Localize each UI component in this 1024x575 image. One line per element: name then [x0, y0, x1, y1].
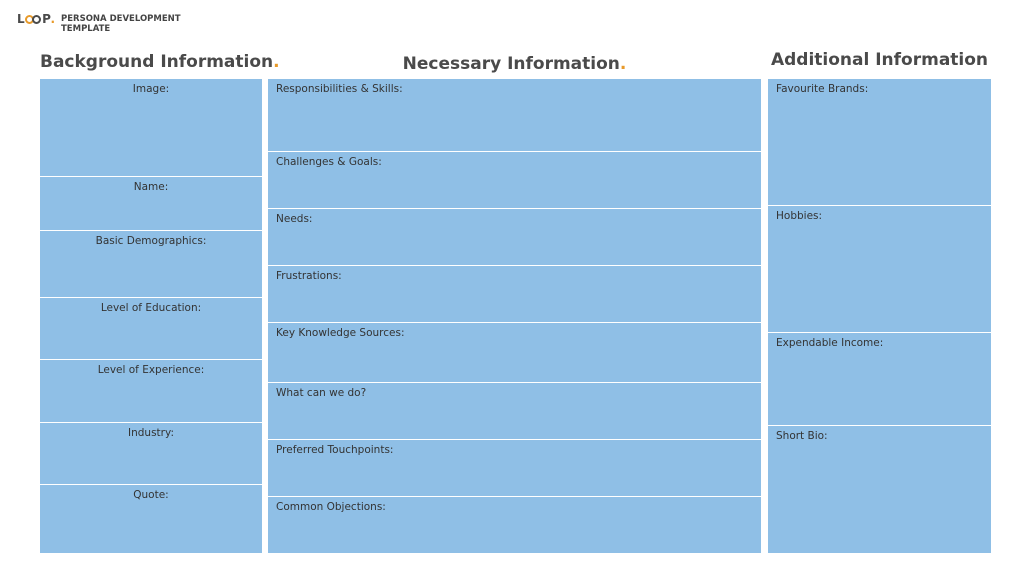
field-label: Expendable Income:: [776, 337, 884, 349]
field-label: What can we do?: [276, 387, 367, 399]
field-label: Preferred Touchpoints:: [276, 444, 394, 456]
heading-additional: [768, 51, 991, 78]
field-hobbies[interactable]: [768, 206, 991, 333]
logo-letter-l: L: [17, 12, 25, 26]
field-label: Needs:: [276, 213, 313, 225]
field-label: Responsibilities & Skills:: [276, 83, 403, 95]
heading-background-text: Background Information: [40, 52, 274, 72]
field-label: Level of Experience:: [97, 364, 205, 376]
heading-necessary-dot: .: [619, 54, 627, 74]
heading-necessary: [268, 54, 761, 74]
field-label: Short Bio:: [776, 430, 828, 442]
field-level-of-experience[interactable]: [40, 360, 262, 423]
field-label: Common Objections:: [276, 501, 386, 513]
field-what-can-we-do[interactable]: [268, 383, 761, 440]
field-label: Favourite Brands:: [776, 83, 869, 95]
loop-logo: [17, 12, 55, 26]
field-label: Industry:: [128, 427, 174, 439]
field-label: Challenges & Goals:: [276, 156, 382, 168]
logo-letter-p: P: [42, 12, 51, 26]
field-label: Frustrations:: [276, 270, 342, 282]
field-label: Quote:: [133, 489, 169, 501]
field-needs[interactable]: [268, 209, 761, 266]
heading-background-dot: .: [273, 52, 280, 72]
field-short-bio[interactable]: [768, 426, 991, 553]
field-common-objections[interactable]: [268, 497, 761, 553]
field-quote[interactable]: [40, 485, 262, 553]
field-basic-demographics[interactable]: [40, 231, 262, 298]
field-label: Key Knowledge Sources:: [276, 327, 405, 339]
logo-dot: .: [50, 12, 55, 26]
field-name[interactable]: [40, 177, 262, 231]
field-industry[interactable]: [40, 423, 262, 485]
logo-o-dark: [32, 15, 41, 24]
necessary-column: [268, 79, 761, 553]
field-key-knowledge-sources[interactable]: [268, 323, 761, 383]
template-label: PERSONA DEVELOPMENT TEMPLATE: [61, 14, 181, 34]
field-label: Hobbies:: [776, 210, 823, 222]
field-label: Image:: [132, 83, 170, 95]
field-level-of-education[interactable]: [40, 298, 262, 360]
heading-necessary-text: Necessary Information: [402, 54, 620, 74]
heading-additional-text: Additional Information: [770, 51, 989, 70]
field-responsibilities-skills[interactable]: [268, 79, 761, 152]
field-label: Basic Demographics:: [95, 235, 207, 247]
background-column: [40, 79, 262, 553]
field-label: Name:: [133, 181, 169, 193]
additional-column: [768, 79, 991, 553]
field-label: Level of Education:: [100, 302, 202, 314]
field-favourite-brands[interactable]: [768, 79, 991, 206]
field-preferred-touchpoints[interactable]: [268, 440, 761, 497]
field-challenges-goals[interactable]: [268, 152, 761, 209]
heading-background: [40, 52, 280, 72]
field-image[interactable]: [40, 79, 262, 177]
field-expendable-income[interactable]: [768, 333, 991, 426]
field-frustrations[interactable]: [268, 266, 761, 323]
